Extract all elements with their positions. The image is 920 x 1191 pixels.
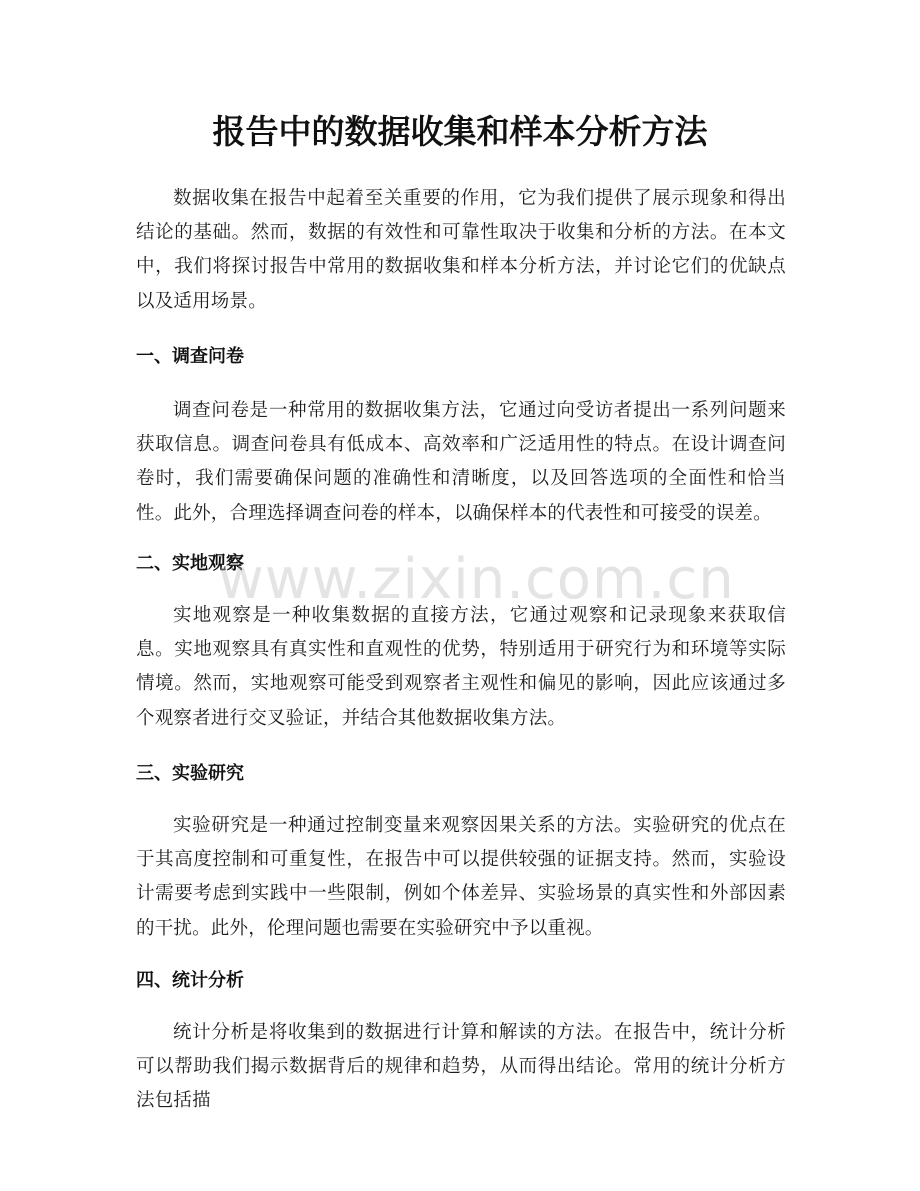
section-body-statistics: 统计分析是将收集到的数据进行计算和解读的方法。在报告中，统计分析可以帮助我们揭示数据背后的规律和趋势，从而得出结论。常用的统计分析方法包括描: [136, 1022, 786, 1112]
section-body-survey: 调查问卷是一种常用的数据收集方法，它通过向受访者提出一系列问题来获取信息。调查问卷具有低成本、高效率和广泛适用性的特点。在设计调查问卷时，我们需要确保问题的准确性和清晰度，以及回答选项的全面性和恰当性。此外，合理选择调查问卷的样本，以确保样本的代表性和可接受的误差。: [136, 400, 786, 524]
section-heading-experiment: 三、实验研究: [136, 763, 244, 784]
watermark: www.zixin.com.cn: [218, 547, 735, 612]
section-body-experiment: 实验研究是一种通过控制变量来观察因果关系的方法。实验研究的优点在于其高度控制和可重复性，在报告中可以提供较强的证据支持。然而，实验设计需要考虑到实践中一些限制，例如个体差异、实验场景的真实性和外部因素的干扰。此外，伦理问题也需要在实验研究中予以重视。: [136, 815, 786, 939]
intro-paragraph: 数据收集在报告中起着至关重要的作用，它为我们提供了展示现象和得出结论的基础。然而，数据的有效性和可靠性取决于收集和分析的方法。在本文中，我们将探讨报告中常用的数据收集和样本分析方法，并讨论它们的优缺点以及适用场景。: [136, 188, 786, 312]
section-heading-survey: 一、调查问卷: [136, 346, 244, 367]
section-heading-statistics: 四、统计分析: [136, 970, 244, 991]
section-heading-field-observation: 二、实地观察: [136, 553, 244, 574]
section-body-field-observation: 实地观察是一种收集数据的直接方法，它通过观察和记录现象来获取信息。实地观察具有真实性和直观性的优势，特别适用于研究行为和环境等实际情境。然而，实地观察可能受到观察者主观性和偏见的影响，因此应该通过多个观察者进行交叉验证，并结合其他数据收集方法。: [136, 605, 786, 729]
page-title: 报告中的数据收集和样本分析方法: [212, 112, 708, 151]
